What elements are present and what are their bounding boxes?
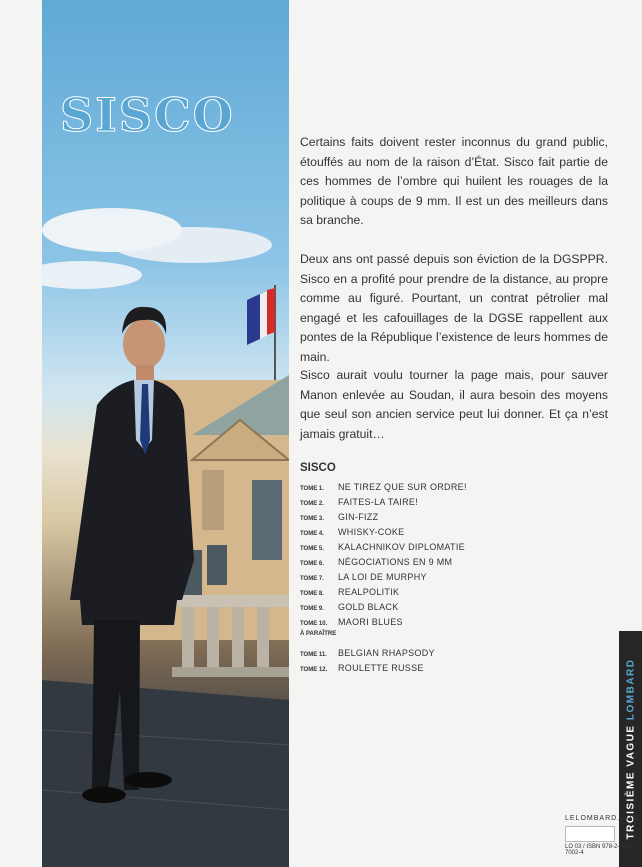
tome-item [300, 540, 467, 555]
tome-number: TOME 3. [300, 516, 324, 522]
tome-item [300, 510, 467, 525]
blurb-text-3: Sisco aurait voulu tourner la page mais, pour sauver Manon enlevée au Soudan, il aura besoin des moyens que seul son ancien service peut lui donner. Et ça n’est jamais gratuit… [300, 368, 608, 441]
tome-title: KALACHNIKOV DIPLOMATIE [338, 542, 465, 552]
tome-title: NE TIREZ QUE SUR ORDRE! [338, 482, 467, 492]
tome-title: ROULETTE RUSSE [338, 663, 424, 673]
tome-item [300, 570, 467, 585]
blurb-paragraph-3 [300, 366, 608, 444]
isbn-text: LO 03 / ISBN 978-2-8036-7002-4 [565, 844, 635, 856]
tome-title: WHISKY-COKE [338, 527, 405, 537]
blurb-paragraph-1 [300, 133, 608, 231]
tome-number: TOME 6. [300, 561, 324, 567]
series-heading: SISCO [300, 462, 336, 474]
tome-title: FAITES-LA TAIRE! [338, 497, 418, 507]
rooftop [42, 680, 289, 867]
tome-item [300, 525, 467, 540]
tome-title: NÉGOCIATIONS EN 9 MM [338, 557, 453, 567]
tome-item [300, 646, 435, 661]
flag-icon [247, 285, 275, 380]
blurb-text-2: Deux ans ont passé depuis son éviction de la DGSPPR. Sisco en a profité pour prendre de la distance, au propre comme au figuré. Pourtant, un contrat pétrolier mal engagé et les cafouillages de la DGSE rappellent aux pontes de la République l’existence de leurs hommes de main. [300, 252, 608, 364]
tome-title: GIN-FIZZ [338, 512, 379, 522]
tome-item [300, 661, 435, 676]
publisher-name: LOMBARD [625, 658, 637, 721]
tome-number: TOME 7. [300, 576, 324, 582]
tome-number: TOME 9. [300, 606, 324, 612]
tome-title: REALPOLITIK [338, 587, 400, 597]
series-title: SISCO [60, 88, 235, 142]
spine-label [626, 659, 637, 840]
tome-number: TOME 4. [300, 531, 324, 537]
tome-title: GOLD BLACK [338, 602, 399, 612]
publisher-website: LELOMBARD.COM [565, 815, 640, 822]
tome-number: TOME 1. [300, 486, 324, 492]
tome-list [300, 480, 467, 630]
blurb-text-1: Certains faits doivent rester inconnus du grand public, étouffés au nom de la raison d’État. Sisco fait partie de ces hommes de l’ombre qui huilent les rouages de la politique à coups de 9 mm. Il est un des meilleurs dans sa branche. [300, 135, 608, 228]
tome-title: MAORI BLUES [338, 617, 403, 627]
tome-item [300, 585, 467, 600]
blurb-paragraph-2 [300, 250, 608, 368]
upcoming-label: À PARAÎTRE [300, 631, 337, 637]
tome-number: TOME 11. [300, 652, 327, 658]
tome-item [300, 480, 467, 495]
tome-number: TOME 10. [300, 621, 328, 627]
barcode [565, 826, 615, 842]
tome-number: TOME 12. [300, 667, 328, 673]
tome-number: TOME 8. [300, 591, 324, 597]
tome-number: TOME 2. [300, 501, 324, 507]
tome-item [300, 615, 467, 630]
tome-title: BELGIAN RHAPSODY [338, 648, 435, 658]
tome-item [300, 495, 467, 510]
tome-item [300, 600, 467, 615]
tome-number: TOME 5. [300, 546, 324, 552]
tome-title: LA LOI DE MURPHY [338, 572, 427, 582]
collection-name: TROISIÈME VAGUE [625, 724, 637, 840]
tome-item [300, 555, 467, 570]
upcoming-tome-list [300, 646, 435, 676]
clouds [42, 208, 272, 289]
